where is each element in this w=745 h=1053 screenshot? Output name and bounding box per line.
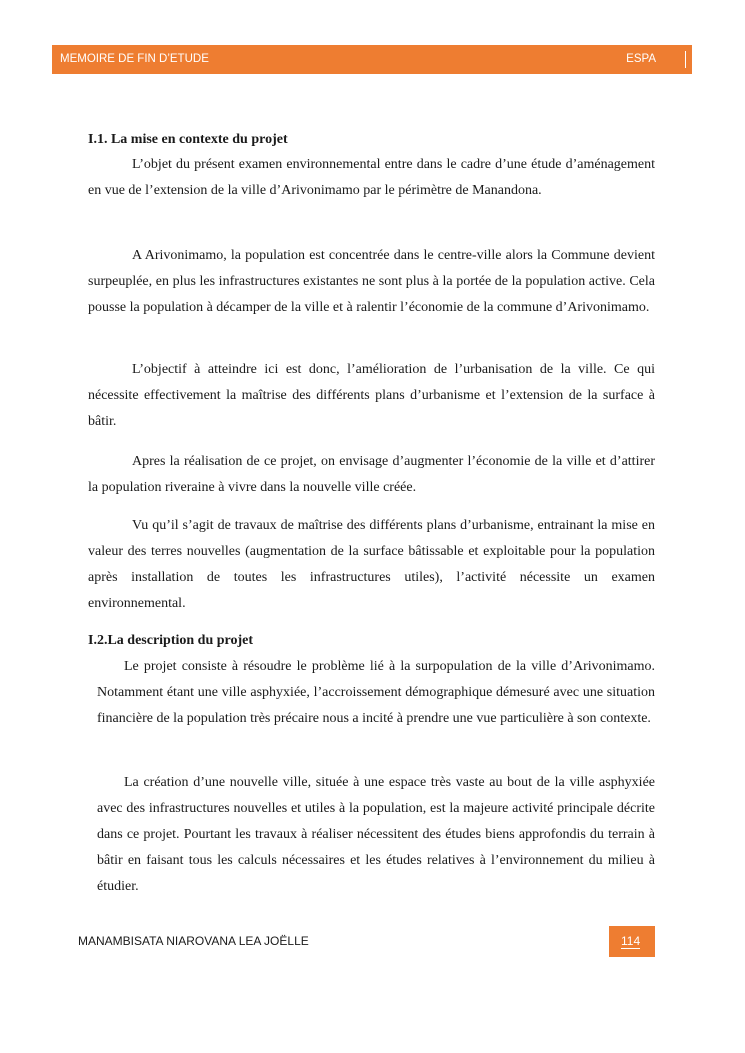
paragraph: L’objet du présent examen environnemental entre dans le cadre d’une étude d’aménagement en vue de l’extension de la ville d’Arivonimamo par le périmètre de Manandona. (88, 157, 655, 198)
header-divider (685, 51, 686, 68)
section-1-body (88, 243, 655, 321)
paragraph: A Arivonimamo, la population est concentrée dans le centre-ville alors la Commune devient surpeuplée, en plus les infrastructures existantes ne sont plus à la portée de la population active. Cela pousse la population à décamper de la ville et à ralentir l’économie de la commune d’Arivonimamo. (88, 248, 655, 315)
paragraph: L’objectif à atteindre ici est donc, l’amélioration de l’urbanisation de la ville. Ce qui nécessite effectivement la maîtrise des différents plans d’urbanisme et l’extension de la surface à bâtir. (88, 362, 655, 429)
section-2-body (97, 654, 655, 732)
section-1-body (88, 513, 655, 617)
header-title: MEMOIRE DE FIN D’ETUDE (60, 53, 209, 65)
section-1-title: I.1. La mise en contexte du projet (88, 132, 288, 147)
page-number-box (609, 926, 655, 957)
section-2-title: I.2.La description du projet (88, 633, 254, 648)
page-number: 114 (621, 934, 641, 948)
section-2-body (97, 770, 655, 900)
paragraph: Le projet consiste à résoudre le problème lié à la surpopulation de la ville d’Arivonimamo. Notamment étant une ville asphyxiée, l’accroissement démographique démesuré avec une situation financière de la population très précaire nous a incité à prendre une vue particulière à son contexte. (97, 659, 655, 726)
page-header (52, 45, 692, 74)
header-school: ESPA (626, 53, 656, 65)
footer-author: MANAMBISATA NIAROVANA LEA JOËLLE (78, 934, 309, 948)
section-1-body (88, 152, 655, 204)
paragraph: Vu qu’il s’agit de travaux de maîtrise des différents plans d’urbanisme, entrainant la mise en valeur des terres nouvelles (augmentation de la surface bâtissable et exploitable pour la population après installation de toutes les infrastructures utiles), l’activité nécessite un examen environnemental. (88, 518, 655, 611)
section-1-body (88, 449, 655, 501)
section-1-body (88, 357, 655, 435)
paragraph: Apres la réalisation de ce projet, on envisage d’augmenter l’économie de la ville et d’attirer la population riveraine à vivre dans la nouvelle ville créée. (88, 454, 655, 495)
paragraph: La création d’une nouvelle ville, située à une espace très vaste au bout de la ville asphyxiée avec des infrastructures nouvelles et utiles à la population, est la majeure activité principale décrite dans ce projet. Pourtant les travaux à réaliser nécessitent des études biens approfondis du terrain à bâtir en faisant tous les calculs nécessaires et les études relatives à l’environnement du milieu à étudier. (97, 775, 655, 894)
